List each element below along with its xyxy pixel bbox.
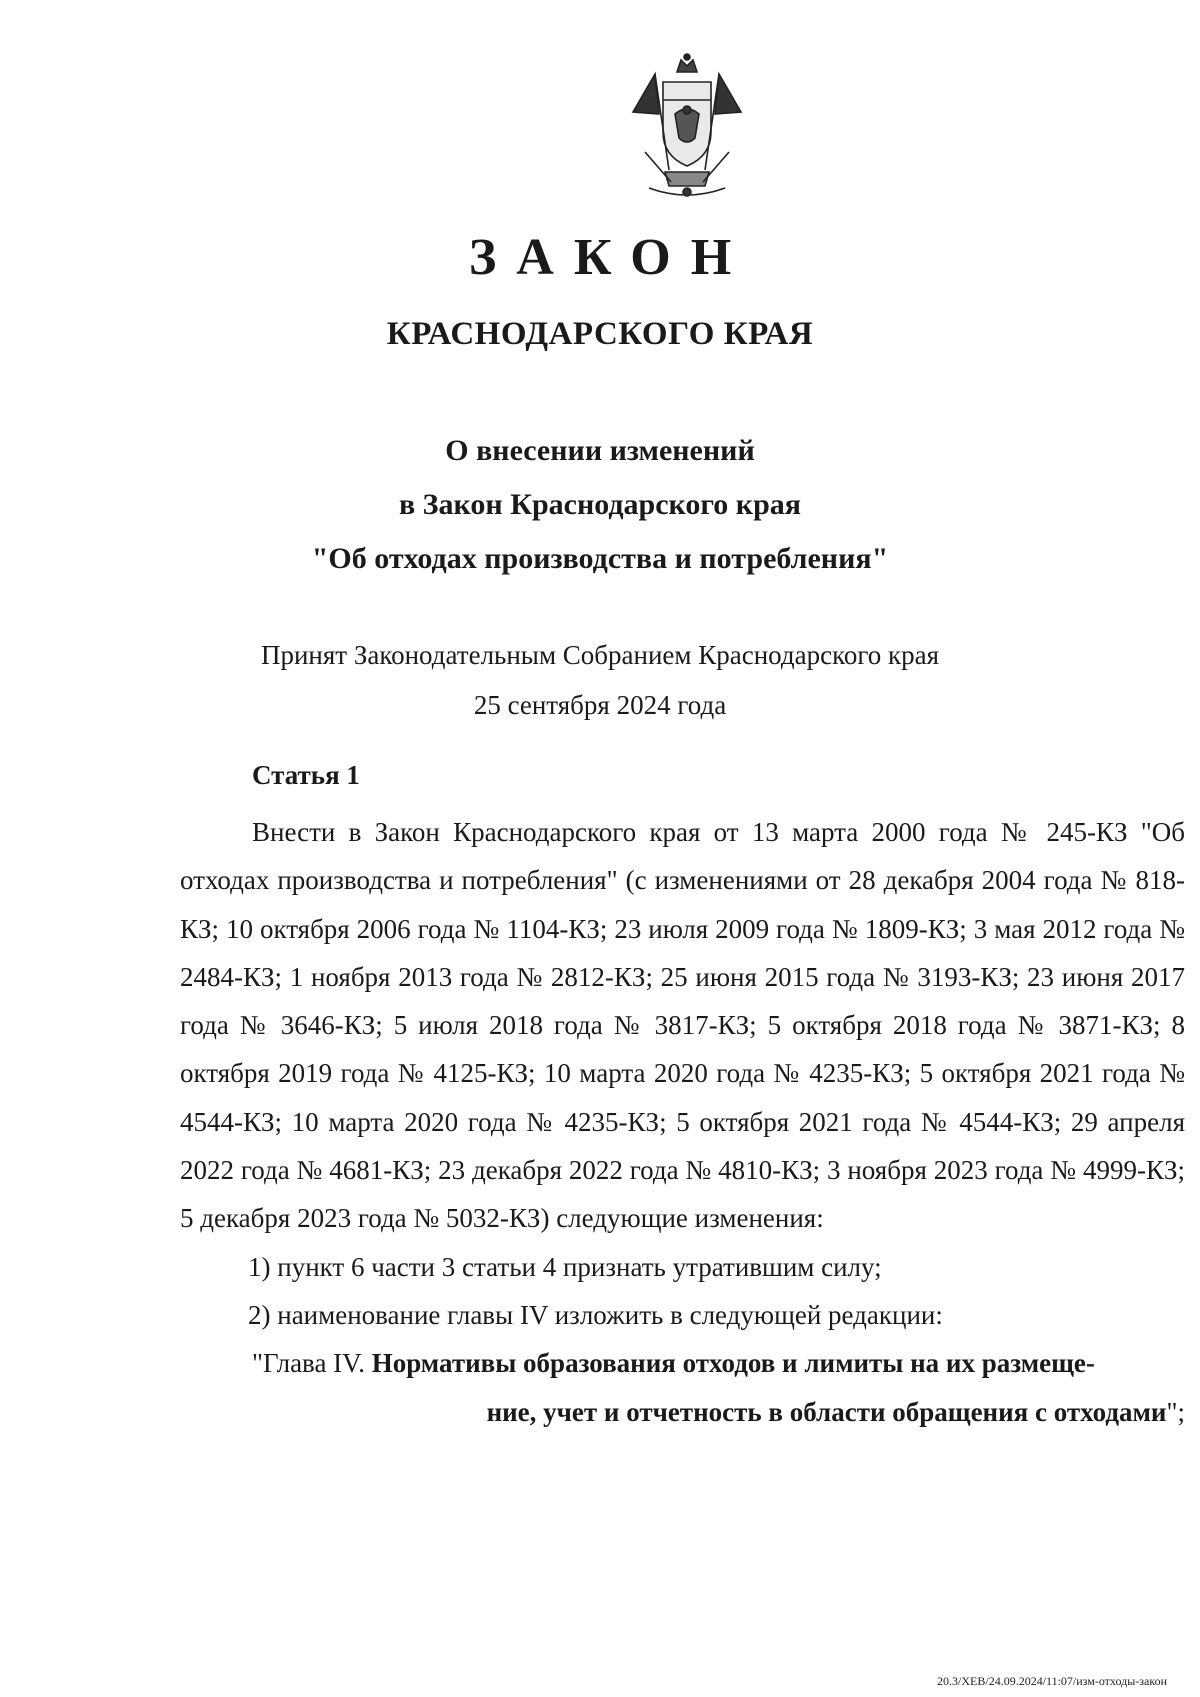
- document-reference-code: 20.3/ХЕВ/24.09.2024/11:07/изм-отходы-закон: [937, 1674, 1167, 1688]
- law-title: ЗАКОН: [468, 229, 752, 286]
- amendment-item-1: 1) пункт 6 части 3 статьи 4 признать утратившим силу;: [248, 1251, 882, 1282]
- quote-prefix: "Глава IV.: [252, 1348, 365, 1379]
- article-body: [180, 808, 1185, 1436]
- krasnodar-coat-of-arms-emblem: [625, 52, 749, 202]
- chapter-title-quote-continued: [180, 1388, 1185, 1436]
- subject-line-1: О внесении изменений: [445, 434, 755, 467]
- subject-line-2: в Закон Краснодарского края: [398, 488, 802, 521]
- subject-line-3: "Об отходах производства и потребления": [311, 542, 889, 575]
- chapter-title-quote: [180, 1339, 1185, 1387]
- amendment-item-2: 2) наименование главы IV изложить в следующей редакции:: [248, 1299, 943, 1330]
- quote-bold-line-2: ние, учет и отчетность в области обращения с отходами: [486, 1396, 1167, 1427]
- quote-suffix: ";: [1166, 1396, 1185, 1427]
- article-heading: Статья 1: [252, 760, 360, 790]
- adoption-line-1: Принят Законодательным Собранием Краснодарского края: [260, 640, 940, 670]
- region-title: КРАСНОДАРСКОГО КРАЯ: [386, 316, 814, 352]
- quote-bold-line-1: Нормативы образования отходов и лимиты на их размеще-: [371, 1348, 1095, 1379]
- document-subject: [0, 424, 1200, 586]
- adoption-date: 25 сентября 2024 года: [473, 690, 727, 720]
- article-intro-paragraph: Внести в Закон Краснодарского края от 13 марта 2000 года № 245-КЗ "Об отходах производства и потребления" (с изменениями от 28 декабря 2004 года № 818-КЗ; 10 октября 2006 года № 1104-КЗ; 23 июля 2009 года № 1809-КЗ; 3 мая 2012 года № 2484-КЗ; 1 ноября 2013 года № 2812-КЗ; 25 июня 2015 года № 3193-КЗ; 23 июня 2017 года № 3646-КЗ; 5 июля 2018 года № 3817-КЗ; 5 октября 2018 года № 3871-КЗ; 8 октября 2019 года № 4125-КЗ; 10 марта 2020 года № 4235-КЗ; 5 октября 2021 года № 4544-КЗ; 10 марта 2020 года № 4235-КЗ; 5 октября 2021 года № 4544-КЗ; 29 апреля 2022 года № 4681-КЗ; 23 декабря 2022 года № 4810-КЗ; 3 ноября 2023 года № 4999-КЗ; 5 декабря 2023 года № 5032-КЗ) следующие изменения:: [180, 817, 1185, 1234]
- adoption-statement: [0, 630, 1200, 730]
